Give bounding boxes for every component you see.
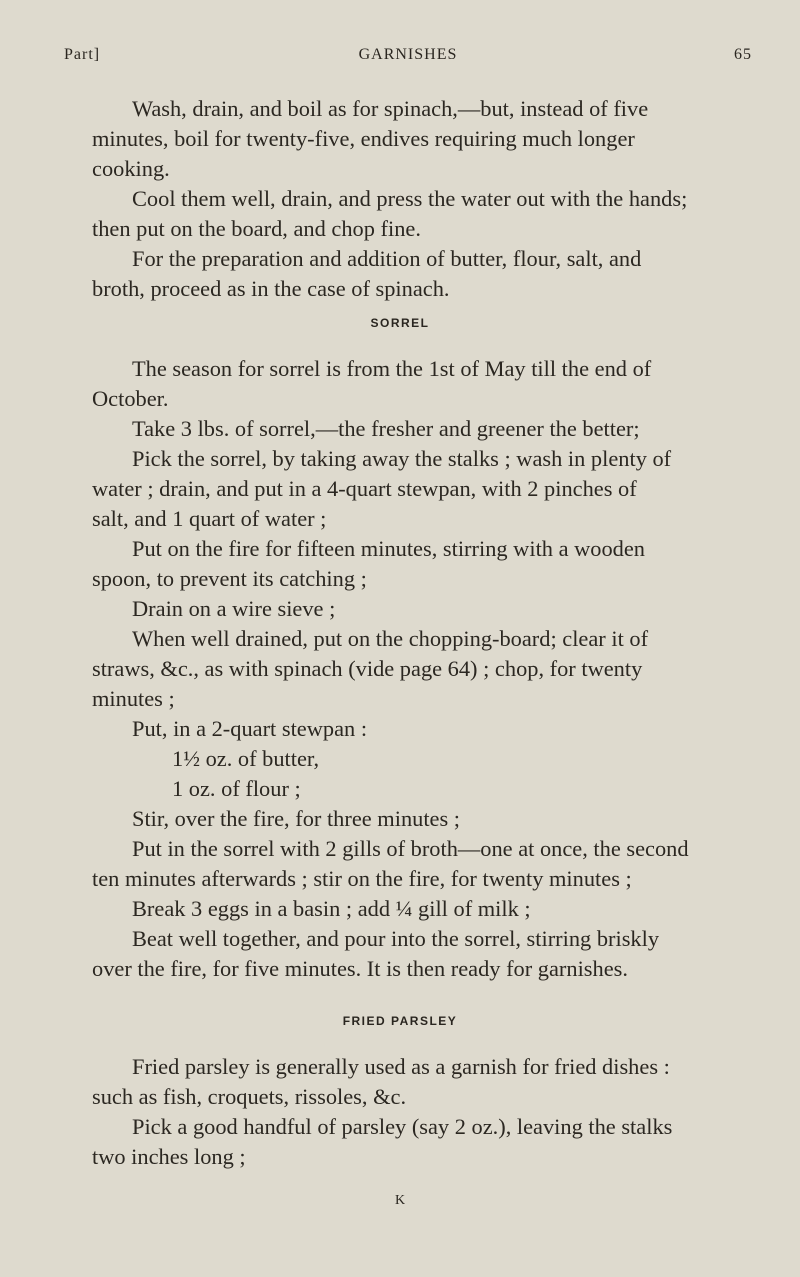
text-line: Wash, drain, and boil as for spinach,—but, instead of five — [132, 96, 649, 121]
text-line: When well drained, put on the chopping-board; clear it of — [132, 626, 649, 651]
text-line: Break 3 eggs in a basin ; add ¼ gill of milk ; — [132, 896, 531, 921]
section-heading-fried-parsley: FRIED PARSLEY — [342, 1014, 458, 1028]
text-line: Cool them well, drain, and press the water out with the hands; — [132, 186, 688, 211]
text-line: Put, in a 2-quart stewpan : — [132, 716, 368, 741]
text-line: salt, and 1 quart of water ; — [92, 506, 327, 531]
part-label: Part] — [64, 46, 101, 63]
text-line: Take 3 lbs. of sorrel,—the fresher and greener the better; — [132, 416, 640, 441]
text-line: Put on the fire for fifteen minutes, stirring with a wooden — [132, 536, 646, 561]
intro-text — [92, 94, 732, 304]
text-line: minutes ; — [92, 686, 175, 711]
text-line: straws, &c., as with spinach (vide page 64) ; chop, for twenty — [92, 656, 643, 681]
text-line: Beat well together, and pour into the sorrel, stirring briskly — [132, 926, 660, 951]
text-line: two inches long ; — [92, 1144, 246, 1169]
text-line: Put in the sorrel with 2 gills of broth—one at once, the second — [132, 836, 689, 861]
text-line: water ; drain, and put in a 4-quart stewpan, with 2 pinches of — [92, 476, 637, 501]
fried-parsley-text — [92, 1052, 732, 1172]
text-line: minutes, boil for twenty-five, endives requiring much longer — [92, 126, 635, 151]
running-head — [64, 46, 752, 70]
text-line: Pick a good handful of parsley (say 2 oz.), leaving the stalks — [132, 1114, 673, 1139]
text-line: then put on the board, and chop fine. — [92, 216, 421, 241]
text-line: over the fire, for five minutes. It is then ready for garnishes. — [92, 956, 628, 981]
sorrel-text — [92, 354, 732, 984]
text-line: Fried parsley is generally used as a garnish for fried dishes : — [132, 1054, 670, 1079]
text-line: ten minutes afterwards ; stir on the fire, for twenty minutes ; — [92, 866, 632, 891]
ingredient-line: 1 oz. of flour ; — [172, 776, 301, 801]
text-line: Stir, over the fire, for three minutes ; — [132, 806, 461, 831]
text-line: cooking. — [92, 156, 170, 181]
text-line: such as fish, croquets, rissoles, &c. — [92, 1084, 407, 1109]
text-line: broth, proceed as in the case of spinach. — [92, 276, 450, 301]
page-number: 65 — [734, 46, 752, 63]
section-heading-sorrel: SORREL — [370, 316, 430, 330]
ingredient-line: 1½ oz. of butter, — [172, 746, 320, 771]
text-line: Pick the sorrel, by taking away the stalks ; wash in plenty of — [132, 446, 672, 471]
text-line: For the preparation and addition of butter, flour, salt, and — [132, 246, 642, 271]
signature-mark: K — [394, 1193, 406, 1208]
text-line: spoon, to prevent its catching ; — [92, 566, 367, 591]
text-line: The season for sorrel is from the 1st of May till the end of — [132, 356, 652, 381]
text-line: Drain on a wire sieve ; — [132, 596, 336, 621]
chapter-title: GARNISHES — [358, 46, 458, 63]
text-line: October. — [92, 386, 169, 411]
